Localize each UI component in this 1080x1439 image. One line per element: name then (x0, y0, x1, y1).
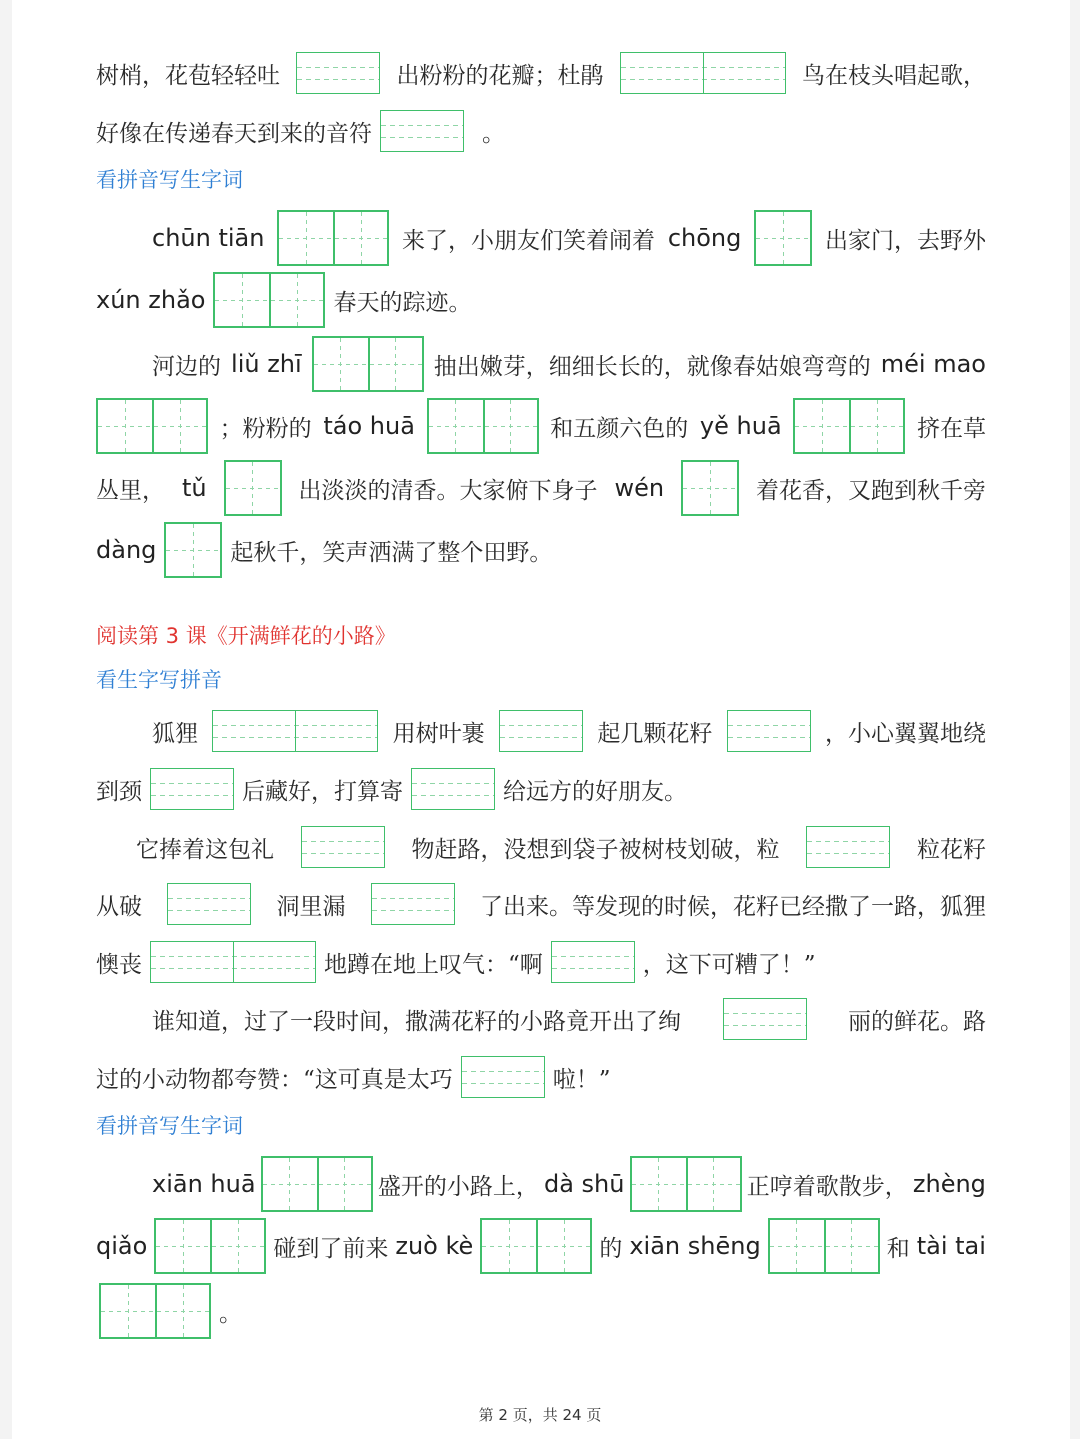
pinyin: chōng (667, 224, 742, 252)
character-answer-box[interactable] (768, 1218, 880, 1274)
text: 地蹲在地上叹气：“啊 (324, 951, 543, 978)
text: 着花香，又跑到秋千旁 (755, 477, 986, 504)
text-line (96, 272, 986, 328)
text: 用树叶裹 (392, 720, 485, 747)
character-answer-box[interactable] (480, 1218, 592, 1274)
pinyin-answer-box[interactable] (380, 110, 464, 152)
section-heading: 看拼音写生字词 (96, 1114, 243, 1138)
text: 谁知道，过了一段时间，撒满花籽的小路竟开出了绚 (152, 1008, 681, 1035)
pinyin-answer-box[interactable] (806, 826, 890, 868)
text-line (96, 766, 986, 812)
text-line (96, 939, 986, 985)
text: 狐狸 (152, 720, 198, 747)
character-answer-box[interactable] (164, 522, 222, 578)
text: 盛开的小路上， (377, 1173, 539, 1200)
text: ，这下可糟了！” (642, 951, 816, 978)
text-line (152, 336, 986, 392)
text: ，小心翼翼地绕 (824, 720, 986, 747)
pinyin: dàng (96, 536, 157, 564)
text-line (96, 50, 986, 96)
character-answer-box[interactable] (99, 1283, 211, 1339)
pinyin-answer-box[interactable] (371, 883, 455, 925)
pinyin: yě huā (699, 412, 782, 440)
pinyin: wén (614, 474, 665, 502)
pinyin: liǔ zhī (231, 350, 302, 378)
character-answer-box[interactable] (312, 336, 424, 392)
text: 和五颜六色的 (550, 415, 689, 442)
text: 它捧着这包礼 (136, 836, 274, 863)
character-answer-box[interactable] (261, 1156, 373, 1212)
text: 正哼着歌散步， (746, 1173, 908, 1200)
text: 的 (599, 1235, 623, 1262)
text-line (96, 522, 986, 578)
pinyin: méi mao (880, 350, 986, 378)
pinyin-answer-box[interactable] (723, 998, 807, 1040)
text: 。 (482, 120, 505, 147)
text: 抽出嫩芽，细细长长的，就像春姑娘弯弯的 (433, 353, 871, 380)
text: 碰到了前来 (273, 1235, 389, 1262)
text: 起秋千，笑声洒满了整个田野。 (230, 539, 553, 566)
text-line (152, 210, 986, 266)
character-answer-box[interactable] (793, 398, 905, 454)
right-margin-strip (1070, 0, 1080, 1439)
text: 丽的鲜花。路 (848, 1008, 986, 1035)
page-number: 第 2 页，共 24 页 (478, 1406, 602, 1424)
text-line (152, 1156, 986, 1212)
text-line (152, 996, 986, 1042)
left-margin-strip (0, 0, 12, 1439)
text-line (96, 1218, 986, 1274)
pinyin-answer-box[interactable] (212, 710, 378, 752)
text: ；粉粉的 (219, 415, 312, 442)
text: 和 (886, 1235, 910, 1262)
character-answer-box[interactable] (681, 460, 739, 516)
pinyin: zhèng (912, 1170, 986, 1198)
text: 河边的 (152, 353, 221, 380)
text: 了出来。等发现的时候，花籽已经撒了一路，狐狸 (480, 893, 986, 920)
text: 。 (219, 1300, 242, 1327)
pinyin-answer-box[interactable] (551, 941, 635, 983)
text: 春天的踪迹。 (333, 289, 472, 316)
text: 给远方的好朋友。 (503, 778, 687, 805)
text: 好像在传递春天到来的音符 (96, 120, 372, 147)
pinyin-answer-box[interactable] (167, 883, 251, 925)
text-line (96, 460, 986, 516)
pinyin: zuò kè (395, 1232, 474, 1260)
section-heading: 看拼音写生字词 (96, 168, 243, 192)
character-answer-box[interactable] (277, 210, 389, 266)
pinyin-answer-box[interactable] (461, 1056, 545, 1098)
character-answer-box[interactable] (630, 1156, 742, 1212)
character-answer-box[interactable] (96, 398, 208, 454)
text-line (99, 1283, 989, 1339)
pinyin-answer-box[interactable] (150, 941, 316, 983)
pinyin: xiān shēng (629, 1232, 761, 1260)
pinyin: chūn tiān (152, 224, 265, 252)
pinyin-answer-box[interactable] (411, 768, 495, 810)
pinyin-answer-box[interactable] (296, 52, 380, 94)
pinyin: tài tai (916, 1232, 986, 1260)
pinyin: xún zhǎo (96, 286, 206, 314)
character-answer-box[interactable] (754, 210, 812, 266)
text: 出粉粉的花瓣；杜鹃 (396, 62, 604, 89)
pinyin-answer-box[interactable] (727, 710, 811, 752)
pinyin: xiān huā (152, 1170, 256, 1198)
text: 树梢，花苞轻轻吐 (96, 62, 280, 89)
lesson-title: 阅读第 3 课《开满鲜花的小路》 (96, 624, 396, 648)
pinyin-answer-box[interactable] (620, 52, 786, 94)
text: 啦！” (552, 1066, 611, 1093)
text: 出淡淡的清香。大家俯下身子 (298, 477, 598, 504)
pinyin-answer-box[interactable] (499, 710, 583, 752)
pinyin-answer-box[interactable] (301, 826, 385, 868)
text-line (96, 108, 986, 154)
text: 洞里漏 (276, 893, 346, 920)
text: 来了，小朋友们笑着闹着 (402, 227, 656, 254)
pinyin: dà shū (543, 1170, 625, 1198)
pinyin: tǔ (181, 474, 207, 502)
text: 粒花籽 (917, 836, 986, 863)
pinyin: qiǎo (96, 1232, 148, 1260)
text: 物赶路，没想到袋子被树枝划破，粒 (411, 836, 780, 863)
text-line (96, 1054, 986, 1100)
text: 后藏好，打算寄 (242, 778, 403, 805)
text-line (96, 398, 986, 454)
text: 挤在草 (917, 415, 986, 442)
text-line (136, 824, 986, 870)
section-heading: 看生字写拼音 (96, 668, 222, 692)
pinyin: táo huā (323, 412, 415, 440)
character-answer-box[interactable] (427, 398, 539, 454)
pinyin-answer-box[interactable] (150, 768, 234, 810)
text: 懊丧 (96, 951, 142, 978)
character-answer-box[interactable] (213, 272, 325, 328)
text: 到颈 (96, 778, 142, 805)
text: 出家门，去野外 (824, 227, 986, 254)
text-line (152, 708, 986, 754)
character-answer-box[interactable] (154, 1218, 266, 1274)
text: 起几颗花籽 (597, 720, 713, 747)
text: 过的小动物都夸赞：“这可真是太巧 (96, 1066, 453, 1093)
text: 鸟在枝头唱起歌， (802, 62, 986, 89)
text: 从破 (96, 893, 142, 920)
text-line (96, 881, 986, 927)
character-answer-box[interactable] (224, 460, 282, 516)
text: 丛里， (96, 477, 165, 504)
